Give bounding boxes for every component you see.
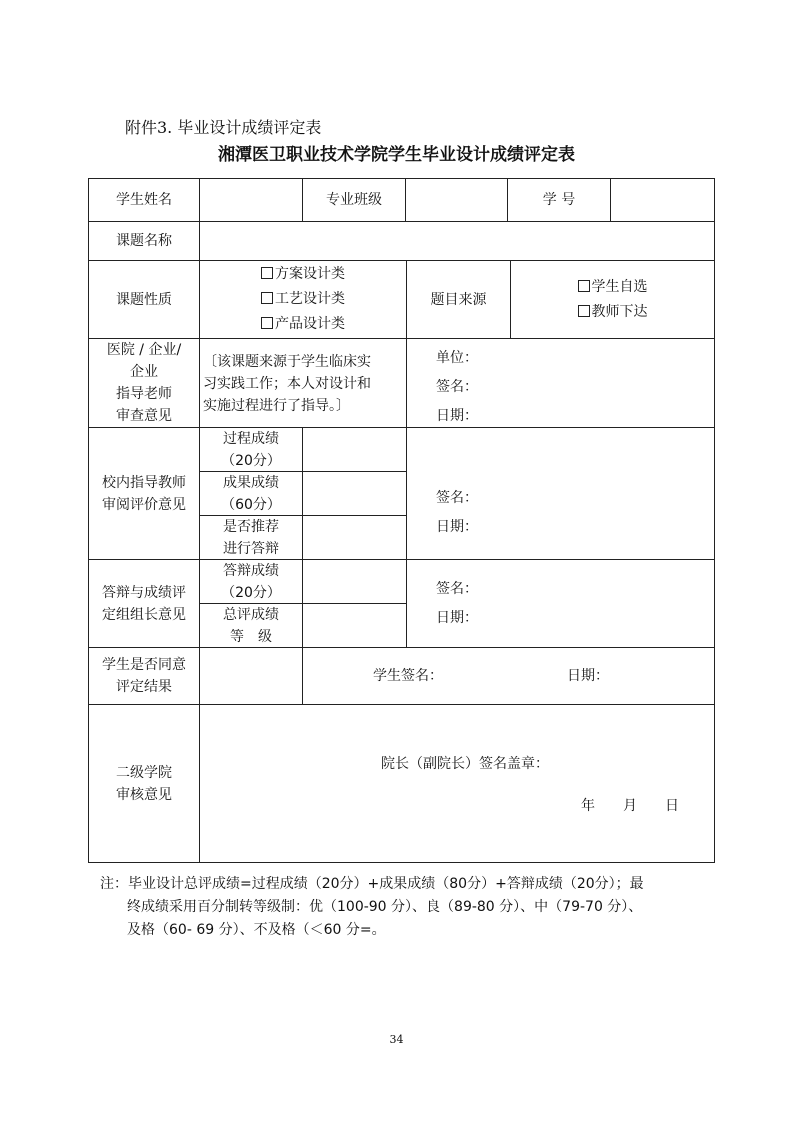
defense-score-field[interactable] (303, 560, 406, 603)
page-number: 34 (389, 1033, 404, 1046)
topic-source-options (511, 261, 714, 338)
nature-option-product[interactable]: 产品设计类 (261, 312, 345, 337)
defense-score-label: 答辩成绩 （20分） (221, 562, 281, 601)
student-name-label: 学生姓名 (116, 192, 172, 208)
date-label: 日期： (436, 519, 478, 535)
checkbox-icon[interactable] (261, 267, 273, 279)
student-date-label: 日期： (567, 668, 609, 684)
note-line-3: 及格（60- 69 分）、不及格（＜60 分=。 (127, 922, 386, 938)
result-score-field[interactable] (303, 472, 406, 515)
topic-name-field[interactable] (200, 222, 714, 260)
school-teacher-review-label: 校内指导教师 审阅评价意见 (102, 474, 186, 513)
sign-label: 签名： (436, 490, 478, 506)
major-class-field[interactable] (406, 179, 507, 221)
student-agree-field[interactable] (200, 648, 302, 704)
student-id-label: 学 号 (542, 192, 576, 208)
checkbox-icon[interactable] (578, 280, 590, 292)
total-grade-label: 总评成绩 等 级 (223, 606, 279, 645)
leader-sign-block (436, 560, 706, 647)
recommend-defense-field[interactable] (303, 516, 406, 559)
checkbox-icon[interactable] (261, 292, 273, 304)
supervisor-sign-block (436, 339, 706, 427)
unit-label: 单位： (436, 350, 478, 366)
topic-source-label: 题目来源 (430, 291, 487, 308)
process-score-field[interactable] (303, 428, 406, 471)
student-id-field[interactable] (611, 179, 714, 221)
form-note (100, 873, 712, 942)
major-class-label: 专业班级 (326, 192, 382, 208)
source-option-teacher[interactable]: 教师下达 (578, 300, 648, 325)
nature-option-scheme[interactable]: 方案设计类 (261, 262, 345, 287)
topic-name-label: 课题名称 (116, 233, 172, 249)
hospital-supervisor-label: 医院 / 企业/ 企业 指导老师 审查意见 (106, 342, 182, 424)
date-label: 日期： (436, 609, 478, 626)
sign-label: 签名： (436, 580, 478, 597)
year-month-day-label: 年 月 日 (581, 798, 679, 814)
form-title: 湘潭医卫职业技术学院学生毕业设计成绩评定表 (218, 145, 575, 165)
annex-title: 附件3. 毕业设计成绩评定表 (125, 118, 322, 137)
defense-leader-label: 答辩与成绩评 定组组长意见 (102, 584, 186, 623)
recommend-defense-label: 是否推荐 进行答辩 (223, 518, 279, 557)
process-score-label: 过程成绩 （20分） (221, 430, 281, 469)
source-option-self[interactable]: 学生自选 (578, 275, 648, 300)
date-label: 日期： (436, 408, 478, 424)
topic-nature-label: 课题性质 (116, 291, 172, 308)
evaluation-form-table (88, 178, 715, 863)
note-line-1: 注：毕业设计总评成绩=过程成绩（20分）+成果成绩（80分）+答辩成绩（20分）；最 (100, 876, 644, 892)
student-sign-label: 学生签名： (373, 668, 443, 684)
checkbox-icon[interactable] (261, 317, 273, 329)
dean-sign-label: 院长（副院长）签名盖章： (381, 756, 549, 772)
topic-nature-options (200, 261, 406, 338)
college-review-label: 二级学院 审核意见 (116, 764, 172, 803)
student-name-field[interactable] (200, 179, 302, 221)
result-score-label: 成果成绩 （60分） (221, 474, 281, 513)
student-agree-label: 学生是否同意 评定结果 (102, 657, 186, 695)
nature-option-process[interactable]: 工艺设计类 (261, 287, 345, 312)
note-line-2: 终成绩采用百分制转等级制：优（100-90 分）、良（89-80 分）、中（79-70 分）、 (127, 899, 643, 915)
supervisor-statement: 〔该课题来源于学生临床实 习实践工作；本人对设计和 实施过程进行了指导。〕 (203, 354, 371, 414)
total-grade-field[interactable] (303, 604, 406, 647)
sign-label: 签名： (436, 379, 478, 395)
checkbox-icon[interactable] (578, 305, 590, 317)
teacher-sign-block (436, 428, 706, 559)
